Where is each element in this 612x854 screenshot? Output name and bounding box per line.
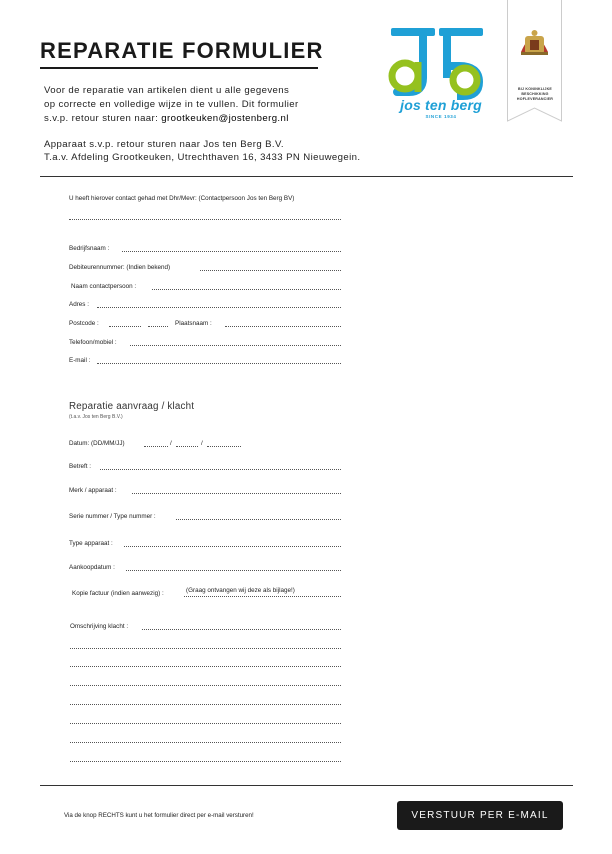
telefoon-label: Telefoon/mobiel : — [69, 339, 117, 346]
omschrijving-field-3[interactable] — [70, 666, 341, 667]
kopie-factuur-label: Kopie factuur (indien aanwezig) : — [72, 590, 164, 597]
datum-day-field[interactable] — [144, 446, 168, 447]
header-divider — [40, 176, 573, 177]
datum-year-field[interactable] — [207, 446, 241, 447]
debiteurennummer-label: Debiteurennummer: (Indien bekend) — [69, 264, 171, 271]
title-underline — [40, 67, 318, 69]
intro-line-2: op correcte en volledige wijze in te vullen. Dit formulier — [44, 99, 299, 110]
return-address — [44, 138, 360, 164]
contactpersoon-field[interactable] — [152, 289, 341, 290]
plaatsnaam-label: Plaatsnaam : — [175, 320, 212, 327]
aankoopdatum-label: Aankoopdatum : — [69, 564, 115, 571]
postcode-field-1[interactable] — [109, 326, 141, 327]
merk-field[interactable] — [132, 493, 341, 494]
bedrijfsnaam-field[interactable] — [122, 251, 341, 252]
adres-field[interactable] — [97, 307, 341, 308]
betreft-label: Betreft : — [69, 463, 92, 470]
intro-line-3-text: s.v.p. retour sturen naar: — [44, 113, 159, 124]
address-line-2: T.a.v. Afdeling Grootkeuken, Utrechthaven 16, 3433 PN Nieuwegein. — [44, 152, 361, 163]
contact-person-label: U heeft hierover contact gehad met Dhr/Mevr: (Contactpersoon Jos ten Berg BV) — [69, 195, 295, 202]
banner-text — [509, 87, 561, 102]
datum-month-field[interactable] — [176, 446, 198, 447]
type-apparaat-label: Type apparaat : — [69, 540, 113, 547]
repair-section-subtitle: (t.a.v. Jos ten Berg B.V.) — [69, 414, 123, 420]
intro-text — [44, 84, 299, 126]
royal-banner-icon — [507, 0, 562, 122]
adres-label: Adres : — [69, 301, 89, 308]
datum-label: Datum: (DD/MM/JJ) — [69, 440, 125, 447]
omschrijving-field-7[interactable] — [70, 742, 341, 743]
footer-divider — [40, 785, 573, 786]
postcode-field-2[interactable] — [148, 326, 168, 327]
intro-line-3 — [44, 112, 299, 126]
merk-label: Merk / apparaat : — [69, 487, 117, 494]
postcode-label: Postcode : — [69, 320, 99, 327]
footer-instruction: Via de knop RECHTS kunt u het formulier direct per e-mail versturen! — [64, 812, 254, 819]
contact-email-link[interactable]: grootkeuken@jostenberg.nl — [161, 113, 289, 124]
omschrijving-field-4[interactable] — [70, 685, 341, 686]
logo-since: SINCE 1934 — [425, 114, 457, 119]
kopie-factuur-value: (Graag ontvangen wij deze als bijlage!) — [186, 587, 295, 594]
email-label: E-mail : — [69, 357, 91, 364]
telefoon-field[interactable] — [130, 345, 341, 346]
omschrijving-field-5[interactable] — [70, 704, 341, 705]
send-email-button[interactable]: VERSTUUR PER E-MAIL — [397, 801, 563, 830]
omschrijving-field-8[interactable] — [70, 761, 341, 762]
omschrijving-field-6[interactable] — [70, 723, 341, 724]
contactpersoon-label: Naam contactpersoon : — [71, 283, 137, 290]
banner-line-2: HOFLEVERANCIER — [516, 97, 554, 101]
betreft-field[interactable] — [100, 469, 341, 470]
aankoopdatum-field[interactable] — [126, 570, 341, 571]
plaatsnaam-field[interactable] — [225, 326, 341, 327]
logo-wordmark: jos ten berg — [400, 97, 482, 113]
bedrijfsnaam-label: Bedrijfsnaam : — [69, 245, 110, 252]
type-apparaat-field[interactable] — [124, 546, 341, 547]
omschrijving-field-2[interactable] — [70, 648, 341, 649]
contact-person-field[interactable] — [69, 219, 341, 220]
kopie-factuur-field[interactable] — [184, 596, 341, 597]
serienummer-label: Serie nummer / Type nummer : — [69, 513, 156, 520]
address-line-1: Apparaat s.v.p. retour sturen naar Jos ten Berg B.V. — [44, 139, 284, 150]
datum-slash-1: / — [170, 440, 172, 447]
omschrijving-field-1[interactable] — [142, 629, 341, 630]
repair-section-title: Reparatie aanvraag / klacht — [69, 401, 195, 412]
banner-line-1: BIJ KONINKLIJKE BESCHIKKING — [518, 87, 552, 96]
intro-line-1: Voor de reparatie van artikelen dient u alle gegevens — [44, 85, 290, 96]
omschrijving-label: Omschrijving klacht : — [70, 623, 129, 630]
serienummer-field[interactable] — [176, 519, 341, 520]
page-title: REPARATIE FORMULIER — [40, 38, 324, 63]
datum-slash-2: / — [201, 440, 203, 447]
email-field[interactable] — [97, 363, 341, 364]
debiteurennummer-field[interactable] — [200, 270, 341, 271]
